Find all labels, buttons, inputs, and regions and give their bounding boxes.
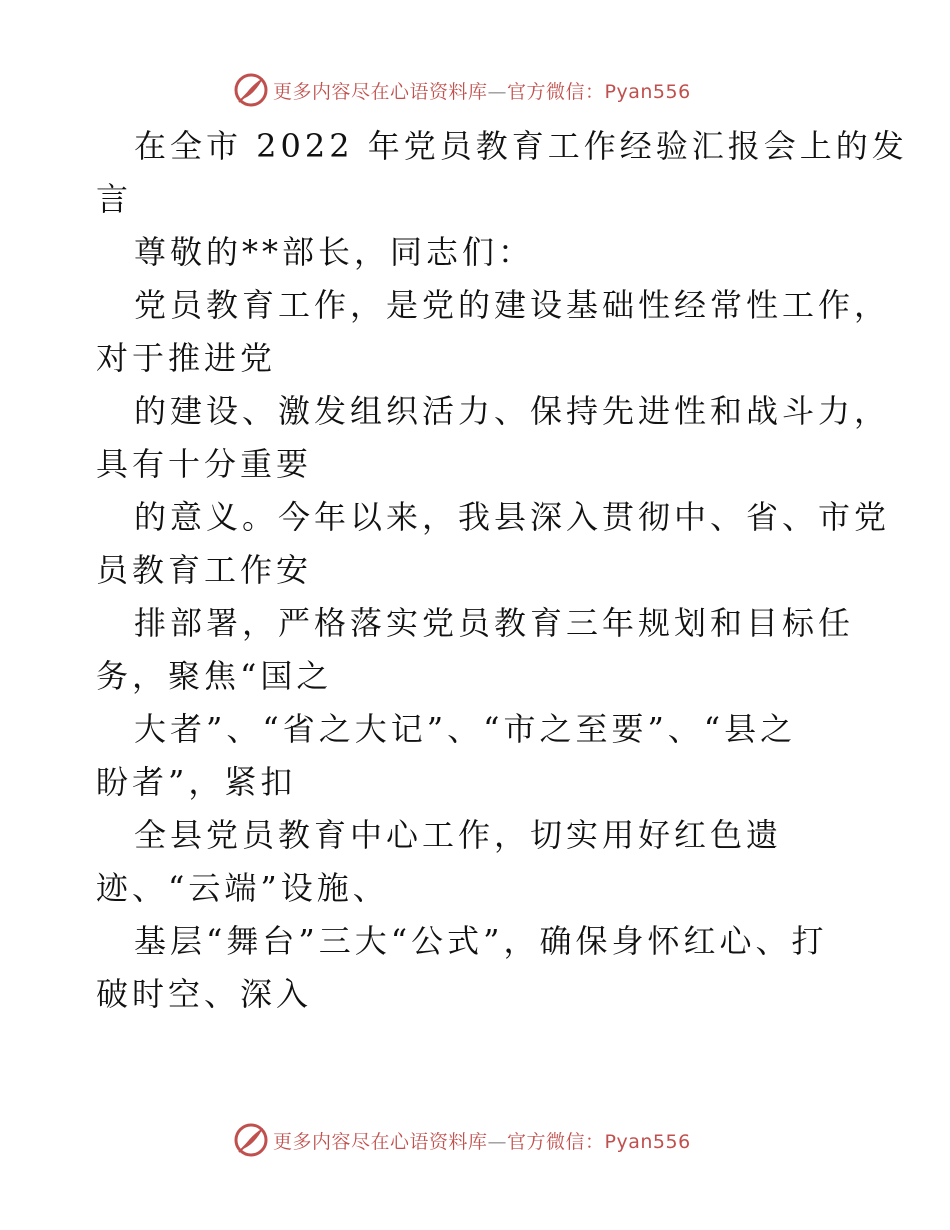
banner-text: 更多内容尽在心语资料库—官方微信：Pyan556 [273, 80, 691, 103]
title-line-2: 言 [96, 180, 133, 218]
paragraph-line: 排部署，严格落实党员教育三年规划和目标任 [134, 604, 855, 642]
paragraph-line: 基层“舞台”三大“公式”，确保身怀红心、打 [134, 922, 828, 960]
paragraph-line: 务，聚焦“国之 [96, 657, 333, 695]
paragraph-line: 对于推进党 [96, 339, 277, 377]
footer-watermark-banner [233, 1120, 753, 1160]
document-body [96, 120, 908, 1021]
paragraph-line: 的意义。今年以来，我县深入贯彻中、省、市党 [134, 498, 891, 536]
title-line-1: 在全市 2022 年党员教育工作经验汇报会上的发 [134, 127, 908, 165]
paragraph-line: 的建设、激发组织活力、保持先进性和战斗力， [134, 392, 891, 430]
paragraph-line: 具有十分重要 [96, 445, 313, 483]
paragraph-line: 盼者”，紧扣 [96, 763, 297, 801]
paragraph-line: 大者”、“省之大记”、“市之至要”、“县之 [134, 710, 797, 748]
salutation: 尊敬的**部长，同志们： [134, 233, 535, 271]
quill-logo-icon [233, 1122, 269, 1158]
paragraph-line: 破时空、深入 [96, 975, 313, 1013]
paragraph-line: 党员教育工作，是党的建设基础性经常性工作， [134, 286, 891, 324]
paragraph-line: 迹、“云端”设施、 [96, 869, 389, 907]
header-watermark-banner [233, 70, 753, 110]
paragraph-line: 员教育工作安 [96, 551, 313, 589]
banner-text: 更多内容尽在心语资料库—官方微信：Pyan556 [273, 1130, 691, 1153]
quill-logo-icon [233, 72, 269, 108]
paragraph-line: 全县党员教育中心工作，切实用好红色遗 [134, 816, 783, 854]
